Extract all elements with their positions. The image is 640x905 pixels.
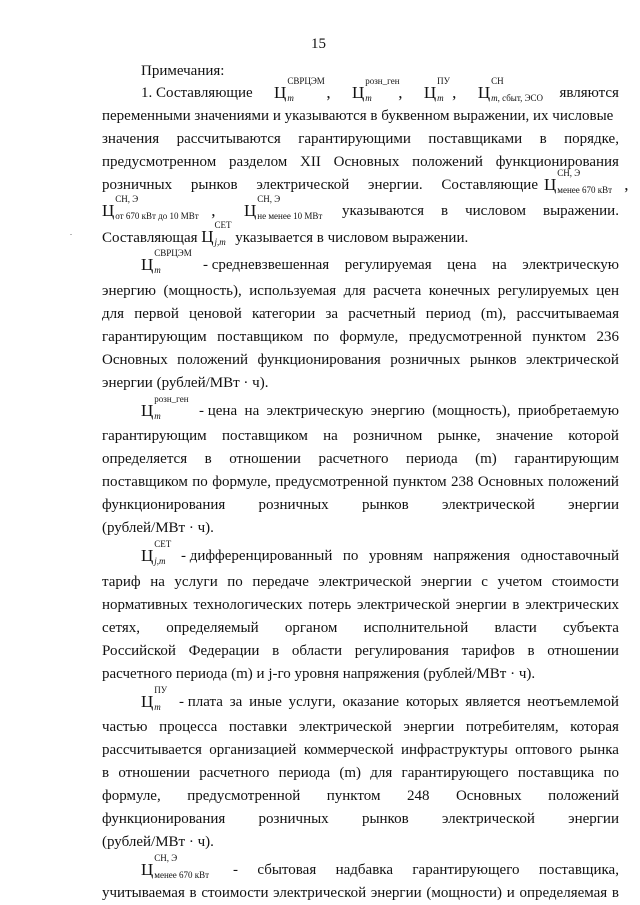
word: предусмотренной [408,329,522,345]
word: 236 [596,329,619,345]
word: неотъемлемой [527,694,619,710]
word: тарифов [461,643,515,659]
word: напряжения [433,548,511,564]
formula-rozn-gen: Ц розн_ген m , [351,76,403,103]
word: в [102,765,110,781]
word: нормативных [102,597,188,613]
word: регулируемых [497,283,589,299]
word: которых [405,694,459,710]
word: энергию [102,283,157,299]
word: предусмотренной [187,788,301,804]
word: иные [249,694,282,710]
word: определяемый [166,620,259,636]
word: которая [570,719,619,735]
p4-line-3 [102,596,619,614]
word: - дифференцированный [181,548,333,564]
word: рынков [469,352,517,368]
word: по [227,574,243,590]
word: электрической [357,597,450,613]
p5-line-2 [102,718,619,736]
word: Основных [477,474,544,490]
word: технологических [193,597,303,613]
word: гарантирующими [298,131,411,147]
word: передаче [252,574,309,590]
word: - [233,862,238,878]
word: электрическую [522,257,619,273]
word: отношении [229,451,301,467]
p5-line-5 [102,787,619,805]
word: Основных [102,352,168,368]
word: (m) [339,765,362,781]
word: для [102,306,125,322]
word: оказание [342,694,400,710]
word: гарантирующим [102,428,207,444]
word: ценовой [189,306,242,322]
p4-line-6: расчетного периода (m) и j-го уровня напряжения (рублей/МВт · ч). [102,666,536,682]
p3-line-6: (рублей/МВт · ч). [102,520,214,536]
word: энергии [420,574,472,590]
word: на [492,257,507,273]
word: услуги, [288,694,336,710]
p1-intro: 1. Составляющие [141,85,253,101]
word: Основных [455,788,522,804]
word: электрической [441,497,535,513]
word: периода [406,451,458,467]
word: отношении [118,765,191,781]
word: сбытовая [257,862,317,878]
word: отношении [547,643,619,659]
word: поставщиком [102,474,188,490]
word: положений [548,788,619,804]
word: розничных [390,352,461,368]
word: гарантирующим [102,329,207,345]
word: электрической [318,574,412,590]
word: энергии [403,719,455,735]
word: формуле, [212,474,271,490]
word: указываются [342,203,425,219]
p4-line-4 [102,619,619,637]
word: потребителям, [465,719,559,735]
word: коммерческой [303,742,394,758]
word: за [325,306,339,322]
word: периода [278,765,331,781]
word: субъекта [563,620,619,636]
word: цен [596,283,619,299]
word: надбавка [335,862,394,878]
p2-line-6: энергии (рублей/МВт · ч). [102,375,269,391]
word: функционирования [102,497,226,513]
word: органом [284,620,338,636]
word: электрической [256,177,350,193]
p1-line-5 [102,168,629,195]
formula-sbyt-eso: Ц СН m, сбыт, ЭСО [477,76,544,103]
word: поставщиком [217,329,303,345]
word: (мощность), [163,283,242,299]
word: выражении. [542,203,619,219]
p5-line-3 [102,741,619,759]
word: оптового [515,742,573,758]
word: в [441,203,449,219]
p1-line-2: переменными значениями и указываются в буквенном выражении, их числовые [102,108,614,124]
word: в [204,451,212,467]
p2-line-2 [102,282,619,300]
word: регулирования [354,643,449,659]
word: поставщиками [428,131,523,147]
word: энергии [568,811,619,827]
word: поставщика, [538,862,619,878]
p3-line-4 [102,473,619,491]
word: на [323,428,338,444]
word: розничном [353,428,423,444]
p5-line-7: (рублей/МВт · ч). [102,834,214,850]
word: которой [568,428,619,444]
word: (мощности) [426,885,503,901]
word: в [512,597,520,613]
formula-menee-670-2: Ц СН, Э менее 670 кВт [141,853,210,880]
word: организацией [209,742,297,758]
word: по [603,765,619,781]
word: электрической [441,811,535,827]
word: расчета [373,283,422,299]
word: электрической [525,352,619,368]
word: области [291,643,343,659]
word: порядке, [564,131,619,147]
word: рынков [190,177,238,193]
word: (m), [480,306,507,322]
word: - средневзвешенная [203,257,330,273]
word: рынке, [437,428,481,444]
word: для [343,283,366,299]
p3-line-5 [102,496,619,514]
page-number: 15 [311,36,326,52]
word: услуги [174,574,218,590]
word: первой [134,306,179,322]
p6-line-2 [102,884,619,902]
word: учетом [497,574,543,590]
word: пунктом [392,474,447,490]
word: рассчитываются [176,131,281,147]
word: XII [300,154,321,170]
word: приобретаемую [517,403,619,419]
word: формуле, [339,329,399,345]
word: гарантирующего [412,862,520,878]
word: значения [102,131,160,147]
word: для [370,765,393,781]
word: розничных [102,177,173,193]
word: используемая [249,283,337,299]
word: функционирования [495,154,619,170]
word: определяемая [519,885,608,901]
word: поставки [228,719,288,735]
word: гарантирующего [401,765,509,781]
word: Составляющие [441,177,538,193]
word: одноставочный [520,548,619,564]
word: Федерации [188,643,260,659]
word: функционирования [257,352,381,368]
word: с [481,574,488,590]
formula-pu: Ц ПУ m , [423,76,457,103]
formula-ot-670: Ц СН, Э от 670 кВт до 10 МВт , [102,194,216,221]
p1-line-4 [102,153,619,171]
p4-line-5 [102,642,619,660]
word: по [313,329,330,345]
word: рассчитывается [102,742,202,758]
word: 238 [451,474,474,490]
formula-rozn-gen-2: Ц розн_ген m [141,394,189,421]
notes-heading: Примечания: [141,63,225,79]
word: поставщиком [221,428,308,444]
word: в [189,885,197,901]
word: (мощность), [432,403,511,419]
word: - цена [199,403,238,419]
formula-svrcem: Ц СВРЦЭМ m , [274,76,331,103]
word: 248 [406,788,430,804]
word: электрическую [266,403,364,419]
word: в [539,131,547,147]
p2-line-3 [102,305,619,323]
word: рынка [579,742,619,758]
word: розничных [258,497,329,513]
formula-pu-2: Ц ПУ m [141,685,168,712]
p4-line-2 [102,573,619,591]
word: электрической [298,719,392,735]
word: уровням [368,548,423,564]
word: учитываемая [102,885,185,901]
word: поставщика [517,765,595,781]
word: рынков [361,497,409,513]
p5-line-4 [102,764,619,782]
word: сетях, [102,620,141,636]
word: (m) [475,451,497,467]
word: энергии. [368,177,423,193]
word: категории [251,306,316,322]
word: пунктом [326,788,381,804]
formula-set-2: Ц СЕТ j,m [141,539,172,566]
formula-menee-670: Ц СН, Э менее 670 кВт , [544,168,629,195]
word: является [465,694,521,710]
margin-mark: . [70,228,72,237]
p2-line-5 [102,351,619,369]
word: процесса [159,719,218,735]
word: цена [447,257,477,273]
word: потерь [308,597,352,613]
p3-line-2 [102,427,619,445]
word: конечных [428,283,491,299]
word: пунктом [532,329,586,345]
word: значение [495,428,553,444]
word: по [342,548,359,564]
word: стоимости [201,885,269,901]
word: - плата [179,694,223,710]
word: функционирования [102,811,226,827]
p3-line-3 [102,450,619,468]
p2-line-4 [102,328,619,346]
word: расчетного [318,451,389,467]
word: положений [412,154,483,170]
word: по [192,474,208,490]
formula-ne-menee-10: Ц СН, Э не менее 10 МВт [244,194,323,221]
word: расчетный [348,306,416,322]
word: период [425,306,471,322]
word: электрической [273,885,367,901]
word: рассчитываемая [516,306,619,322]
word: власти [494,620,537,636]
word: положений [177,352,249,368]
word: в [611,885,619,901]
word: энергии [455,597,507,613]
word: на [150,574,165,590]
word: на [244,403,260,419]
word: энергию [370,403,425,419]
word: электрических [525,597,619,613]
word: в [527,643,535,659]
word: частью [102,719,148,735]
word: положений [548,474,619,490]
word: за [229,694,243,710]
word: разделом [228,154,288,170]
word: и [506,885,515,901]
p1-line-7: Составляющая Ц СЕТ j,m указывается в числовом выражении. [102,220,469,247]
formula-set: Ц СЕТ j,m [201,220,232,247]
word: регулируемая [344,257,432,273]
word: стоимости [551,574,619,590]
word: исполнительной [363,620,469,636]
word: рынков [361,811,409,827]
p1-line-1 [141,76,619,103]
word: формуле, [102,788,161,804]
word: инфраструктуры [401,742,508,758]
word: предусмотренном [102,154,217,170]
word: гарантирующим [514,451,619,467]
p5-line-6 [102,810,619,828]
p1-line-3 [102,130,619,148]
word: в [272,643,280,659]
word: энергии [370,885,422,901]
word: расчетного [199,765,270,781]
word: энергии [568,497,619,513]
word: Российской [102,643,176,659]
word: определяется [102,451,188,467]
word: предусмотренной [275,474,389,490]
p1-text: являются [559,85,619,101]
word: числовом [465,203,527,219]
word: тариф [102,574,141,590]
word: розничных [258,811,329,827]
word: Основных [333,154,400,170]
formula-svrcem-2: Ц СВРЦЭМ m [141,248,192,275]
